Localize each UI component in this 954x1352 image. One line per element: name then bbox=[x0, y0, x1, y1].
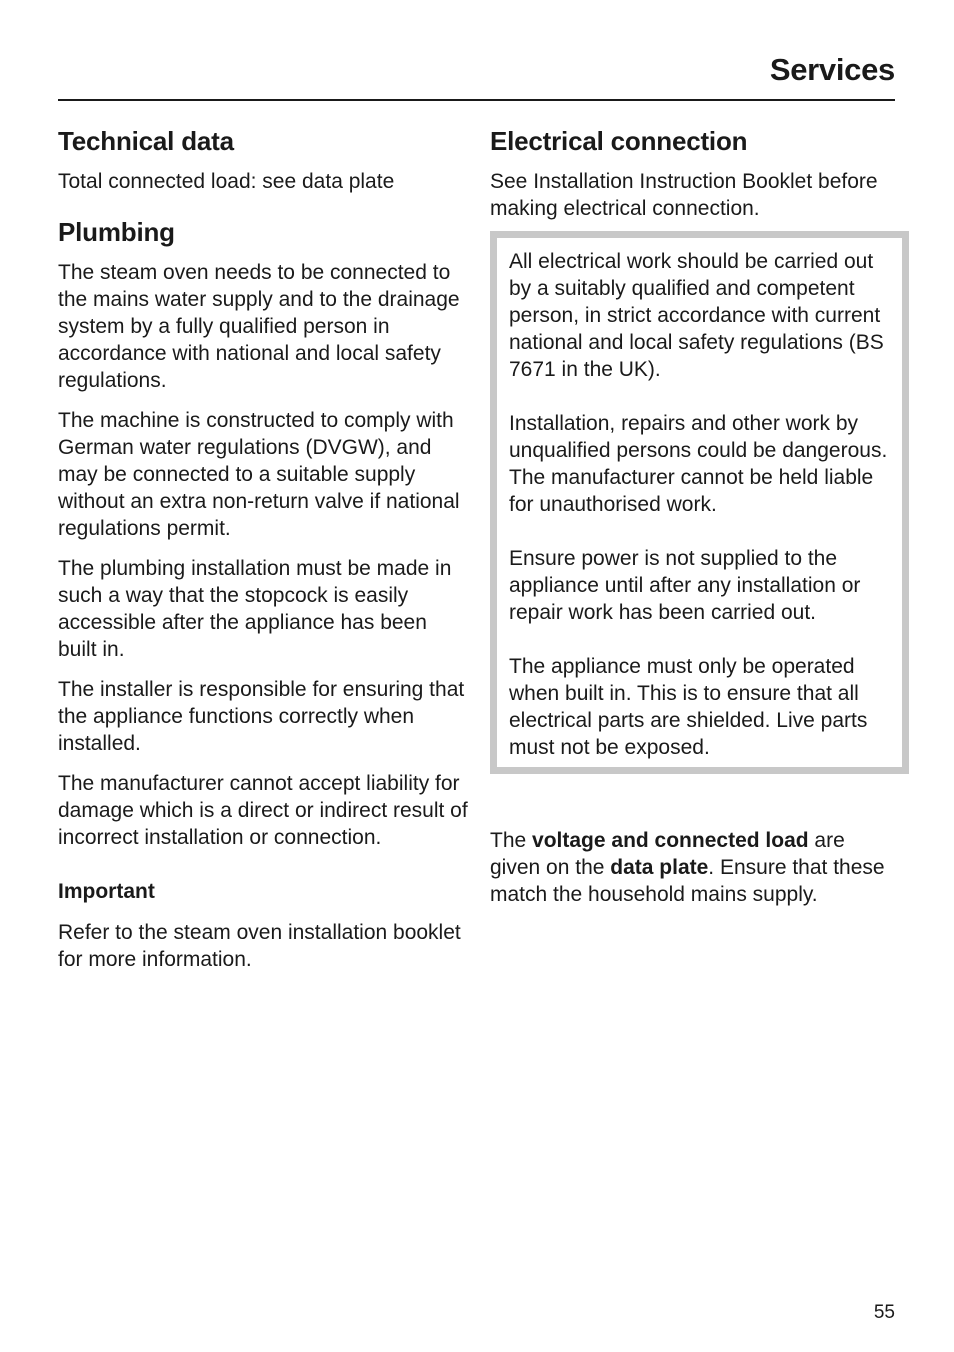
important-heading: Important bbox=[58, 880, 155, 903]
voltage-note-text: The bbox=[490, 829, 533, 852]
right-column bbox=[490, 122, 896, 908]
electrical-connection-intro: See Installation Instruction Booklet before making electrical connection. bbox=[490, 170, 878, 220]
electrical-connection-section bbox=[490, 122, 896, 222]
plumbing-paragraph: The steam oven needs to be connected to the mains water supply and to the drainage system by a fully qualified person in accordance with national and local safety regulations. bbox=[58, 261, 460, 392]
warning-box bbox=[490, 231, 909, 774]
electrical-connection-heading: Electrical connection bbox=[490, 126, 748, 156]
important-text: Refer to the steam oven installation booklet for more information. bbox=[58, 921, 461, 971]
page-number: 55 bbox=[873, 1302, 895, 1323]
voltage-note bbox=[490, 827, 896, 908]
plumbing-paragraph: The installer is responsible for ensuring that the appliance functions correctly when installed. bbox=[58, 678, 465, 755]
plumbing-body bbox=[58, 259, 468, 851]
technical-data-text: Total connected load: see data plate bbox=[58, 170, 395, 193]
left-column bbox=[58, 122, 468, 973]
voltage-note-bold: voltage and connected load bbox=[532, 829, 809, 852]
technical-data-heading: Technical data bbox=[58, 126, 234, 156]
plumbing-paragraph: The machine is constructed to comply with German water regulations (DVGW), and may be connected to a suitable supply without an extra non-return valve if national regulations permit. bbox=[58, 409, 460, 540]
important-section bbox=[58, 878, 468, 973]
voltage-note-bold: data plate bbox=[610, 856, 709, 879]
warning-paragraph: Installation, repairs and other work by unqualified persons could be dangerous. The manufacturer cannot be held liable for unauthorised work. bbox=[509, 412, 888, 516]
technical-data-section bbox=[58, 122, 468, 195]
plumbing-section bbox=[58, 213, 468, 851]
warning-paragraph: Ensure power is not supplied to the appliance until after any installation or repair work has been carried out. bbox=[509, 547, 861, 624]
plumbing-paragraph: The manufacturer cannot accept liability for damage which is a direct or indirect result of incorrect installation or connection. bbox=[58, 772, 468, 849]
header-divider bbox=[58, 99, 895, 101]
warning-paragraph: The appliance must only be operated when built in. This is to ensure that all electrical parts are shielded. Live parts must not be exposed. bbox=[509, 655, 868, 759]
plumbing-heading: Plumbing bbox=[58, 217, 175, 247]
voltage-note-text: . Ensure that these match the household mains supply. bbox=[490, 856, 885, 906]
plumbing-paragraph: The plumbing installation must be made in such a way that the stopcock is easily accessible after the appliance has been built in. bbox=[58, 557, 452, 661]
page-title: Services bbox=[769, 52, 895, 87]
voltage-note-text: are given on the bbox=[490, 829, 845, 879]
warning-paragraph: All electrical work should be carried out by a suitably qualified and competent person, in strict accordance with current national and local safety regulations (BS 7671 in the UK). bbox=[509, 250, 884, 381]
